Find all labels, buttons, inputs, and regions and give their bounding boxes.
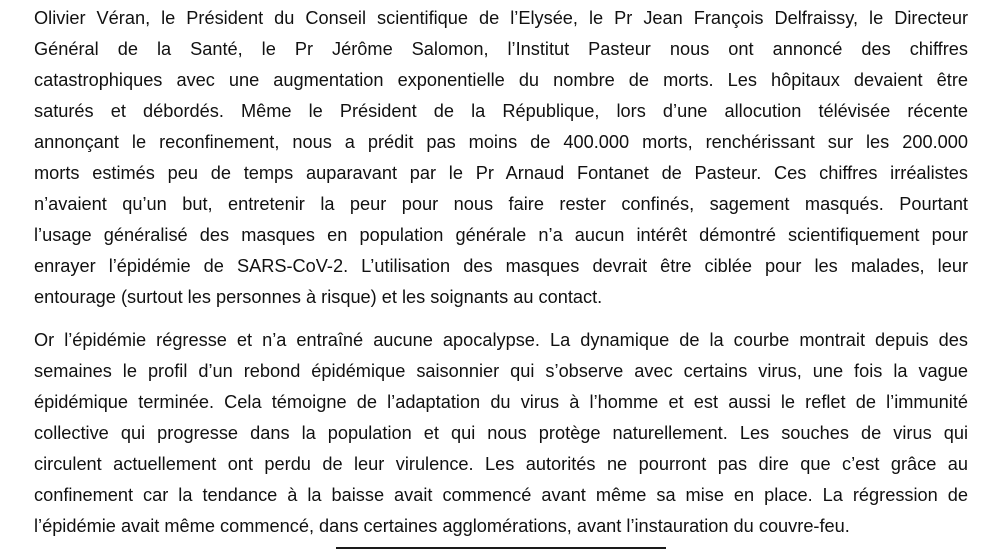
text-line: confinement car la tendance à la baisse avait commencé avant même sa mise en place. La régression de <box>34 485 968 505</box>
text-line: entourage (surtout les personnes à risque) et les soignants au contact. <box>34 287 603 307</box>
text-line: l’épidémie avait même commencé, dans certaines agglomérations, avant l’instauration du couvre-feu. <box>34 516 850 536</box>
text-line: Général de la Santé, le Pr Jérôme Salomon, l’Institut Pasteur nous ont annoncé des chiffres <box>34 39 968 59</box>
text-line: enrayer l’épidémie de SARS-CoV-2. L’utilisation des masques devrait être ciblée pour les malades, leur <box>34 256 968 276</box>
text-line: l’usage généralisé des masques en population générale n’a aucun intérêt démontré scientifiquement pour <box>34 225 968 245</box>
text-line: épidémique terminée. Cela témoigne de l’adaptation du virus à l’homme et est aussi le reflet de l’immunité <box>34 392 968 412</box>
text-line: annonçant le reconfinement, nous a prédit pas moins de 400.000 morts, renchérissant sur les 200.000 <box>34 132 968 152</box>
text-line: Or l’épidémie régresse et n’a entraîné aucune apocalypse. La dynamique de la courbe montrait depuis des <box>34 330 968 350</box>
text-line: semaines le profil d’un rebond épidémique saisonnier qui s’observe avec certains virus, une fois la vague <box>34 361 968 381</box>
text-line: n’avaient qu’un but, entretenir la peur pour nous faire rester confinés, sagement masqués. Pourtant <box>34 194 968 214</box>
text-line: Olivier Véran, le Président du Conseil scientifique de l’Elysée, le Pr Jean François Delfraissy, le Directeur <box>34 8 968 28</box>
text-line: saturés et débordés. Même le Président de la République, lors d’une allocution télévisée récente <box>34 101 968 121</box>
text-line: collective qui progresse dans la population et qui nous protège naturellement. Les souches de virus qui <box>34 423 968 443</box>
bottom-edge-divider <box>336 547 666 549</box>
paragraph-1 <box>34 3 968 313</box>
text-line: morts estimés peu de temps auparavant par le Pr Arnaud Fontanet de Pasteur. Ces chiffres irréalistes <box>34 163 968 183</box>
paragraph-2 <box>34 325 968 542</box>
text-line: circulent actuellement ont perdu de leur virulence. Les autorités ne pourront pas dire que c’est grâce au <box>34 454 968 474</box>
text-line: catastrophiques avec une augmentation exponentielle du nombre de morts. Les hôpitaux devaient être <box>34 70 968 90</box>
